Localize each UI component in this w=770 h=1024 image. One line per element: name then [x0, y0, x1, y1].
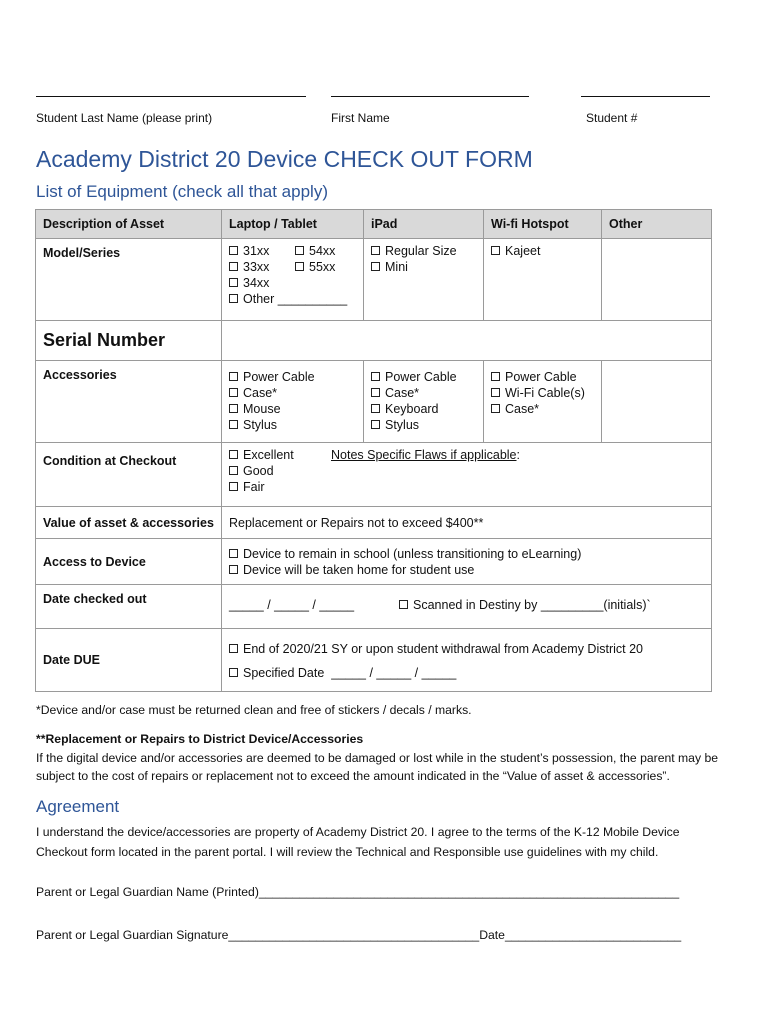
model-option[interactable]: Kajeet — [491, 243, 594, 259]
first-name-line[interactable] — [331, 96, 529, 97]
checkbox[interactable] — [229, 294, 238, 303]
due-option[interactable]: Specified Date _____ / _____ / _____ — [229, 661, 704, 685]
checkbox[interactable] — [229, 404, 238, 413]
accessory-option[interactable]: Power Cable — [371, 369, 476, 385]
other-accessories[interactable] — [602, 361, 712, 443]
agreement-text: I understand the device/accessories are property of Academy District 20. I agree to the terms of the K-12 Mobile Device Checkout form located in the parent portal. I will review the Technical and Responsible use guidelines with my child. — [36, 825, 680, 859]
ipad-accessories — [364, 361, 484, 443]
hotspot-accessories — [484, 361, 602, 443]
footnote: *Device and/or case must be returned clean and free of stickers / decals / marks. — [36, 703, 472, 717]
replacement-text: If the digital device and/or accessories are deemed to be damaged or lost while in the student’s possession, the parent may be subject to the cost of repairs or replacement not to exceed the amount indicated in the “Value of asset & accessories”. — [36, 751, 718, 783]
checkbox[interactable] — [229, 262, 238, 271]
hotspot-models — [484, 239, 602, 321]
other-models[interactable] — [602, 239, 712, 321]
model-series-label: Model/Series — [36, 239, 222, 321]
laptop-models — [222, 239, 364, 321]
condition-option[interactable]: Good — [229, 463, 704, 479]
accessory-option[interactable]: Stylus — [229, 417, 356, 433]
ipad-models — [364, 239, 484, 321]
checkbox[interactable] — [371, 262, 380, 271]
condition-label: Condition at Checkout — [36, 443, 222, 507]
accessory-option[interactable]: Case* — [371, 385, 476, 401]
checkbox[interactable] — [371, 372, 380, 381]
laptop-accessories — [222, 361, 364, 443]
condition-row — [36, 443, 712, 507]
checkbox[interactable] — [491, 388, 500, 397]
checkbox[interactable] — [491, 372, 500, 381]
agreement-heading: Agreement — [36, 797, 120, 816]
accessory-option[interactable]: Mouse — [229, 401, 356, 417]
model-series-row — [36, 239, 712, 321]
equipment-table — [35, 209, 712, 692]
last-name-line[interactable] — [36, 96, 306, 97]
checkbox[interactable] — [229, 668, 238, 677]
accessories-row — [36, 361, 712, 443]
date-out-field[interactable]: _____ / _____ / _____ — [229, 598, 355, 612]
accessories-label: Accessories — [36, 361, 222, 443]
access-row — [36, 539, 712, 585]
serial-number-field[interactable] — [222, 321, 712, 361]
col-hotspot: Wi-fi Hotspot — [484, 210, 602, 239]
date-out-row — [36, 585, 712, 629]
value-row — [36, 507, 712, 539]
model-option[interactable]: 31xx — [229, 243, 347, 259]
checkbox[interactable] — [371, 388, 380, 397]
date-due-options — [222, 629, 712, 692]
value-label: Value of asset & accessories — [36, 507, 222, 539]
accessory-option[interactable]: Wi-Fi Cable(s) — [491, 385, 594, 401]
checkbox[interactable] — [229, 644, 238, 653]
checkbox[interactable] — [229, 420, 238, 429]
checkbox[interactable] — [229, 565, 238, 574]
replacement-heading: **Replacement or Repairs to District Device/Accessories — [36, 732, 364, 746]
accessory-option[interactable]: Stylus — [371, 417, 476, 433]
equipment-subtitle: List of Equipment (check all that apply) — [36, 182, 328, 201]
date-due-label: Date DUE — [36, 629, 222, 692]
checkbox[interactable] — [371, 420, 380, 429]
model-option[interactable]: 54xx — [295, 243, 335, 259]
date-out-fields — [222, 585, 712, 629]
access-label: Access to Device — [36, 539, 222, 585]
condition-options — [222, 443, 712, 507]
checkbox[interactable] — [229, 246, 238, 255]
guardian-name-line[interactable]: Parent or Legal Guardian Name (Printed)______________________________________________________________ — [36, 885, 680, 899]
access-option[interactable]: Device to remain in school (unless transitioning to eLearning) — [229, 546, 704, 562]
access-option[interactable]: Device will be taken home for student use — [229, 562, 704, 578]
student-number-line[interactable] — [581, 96, 710, 97]
checkbox[interactable] — [229, 549, 238, 558]
due-option[interactable]: End of 2020/21 SY or upon student withdrawal from Academy District 20 — [229, 637, 704, 661]
checkbox[interactable] — [229, 482, 238, 491]
checkbox[interactable] — [295, 262, 304, 271]
accessory-option[interactable]: Power Cable — [229, 369, 356, 385]
first-name-label: First Name — [331, 111, 390, 125]
checkbox[interactable] — [491, 404, 500, 413]
date-out-label: Date checked out — [36, 585, 222, 629]
student-number-label: Student # — [586, 111, 638, 125]
col-laptop: Laptop / Tablet — [222, 210, 364, 239]
checkbox[interactable] — [491, 246, 500, 255]
checkbox[interactable] — [229, 450, 238, 459]
col-description: Description of Asset — [36, 210, 222, 239]
checkbox[interactable] — [399, 600, 408, 609]
accessory-option[interactable]: Keyboard — [371, 401, 476, 417]
last-name-label: Student Last Name (please print) — [36, 111, 213, 125]
scanned-option[interactable]: Scanned in Destiny by _________(initials)` — [399, 597, 651, 613]
accessory-option[interactable]: Case* — [491, 401, 594, 417]
checkbox[interactable] — [295, 246, 304, 255]
serial-row — [36, 321, 712, 361]
checkbox[interactable] — [371, 404, 380, 413]
value-text: Replacement or Repairs not to exceed $400** — [222, 507, 712, 539]
model-option[interactable]: 34xx — [229, 275, 347, 291]
checkbox[interactable] — [229, 388, 238, 397]
checkbox[interactable] — [371, 246, 380, 255]
col-other: Other — [602, 210, 712, 239]
form-title: Academy District 20 Device CHECK OUT FORM — [36, 146, 533, 172]
flaws-notes[interactable]: Notes Specific Flaws if applicable: — [331, 448, 520, 462]
checkbox[interactable] — [229, 372, 238, 381]
guardian-signature-line[interactable]: Parent or Legal Guardian Signature_____________________________________Date__________________________ — [36, 928, 682, 942]
checkbox[interactable] — [229, 466, 238, 475]
serial-number-label: Serial Number — [43, 329, 166, 350]
accessory-option[interactable]: Power Cable — [491, 369, 594, 385]
date-due-row — [36, 629, 712, 692]
condition-option[interactable]: Excellent — [229, 447, 704, 463]
model-option[interactable]: 33xx — [229, 259, 347, 275]
model-option[interactable]: Regular Size — [371, 243, 476, 259]
model-option[interactable]: Other __________ — [229, 291, 347, 307]
accessory-option[interactable]: Case* — [229, 385, 356, 401]
serial-label-cell — [36, 321, 222, 361]
condition-option[interactable]: Fair — [229, 479, 704, 495]
model-option[interactable]: Mini — [371, 259, 476, 275]
model-option[interactable]: 55xx — [295, 259, 335, 275]
checkbox[interactable] — [229, 278, 238, 287]
table-header-row — [36, 210, 712, 239]
access-options — [222, 539, 712, 585]
col-ipad: iPad — [364, 210, 484, 239]
